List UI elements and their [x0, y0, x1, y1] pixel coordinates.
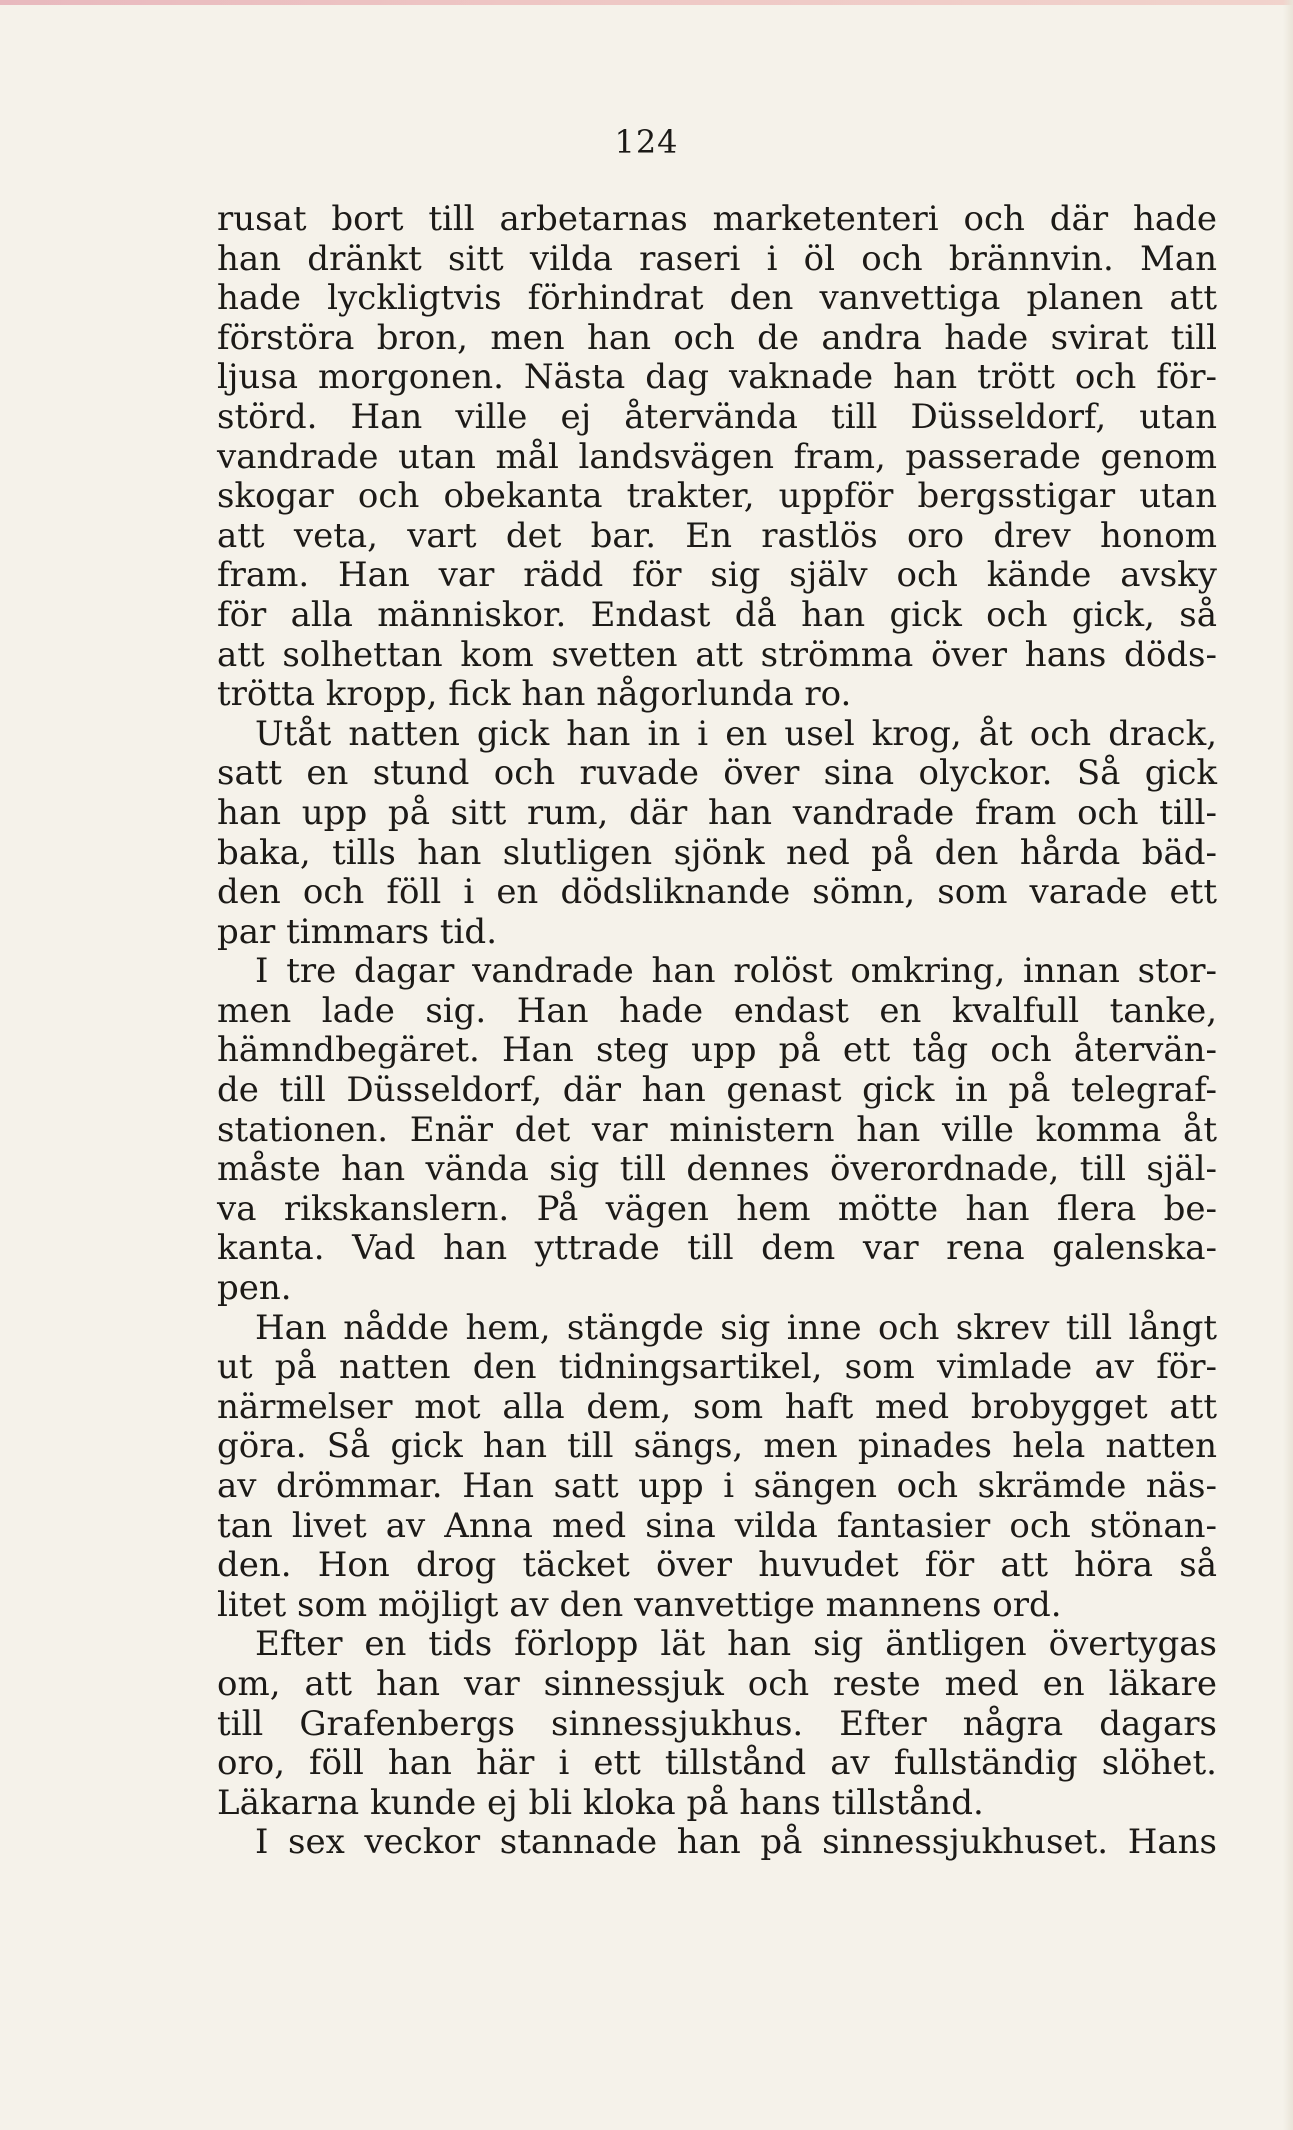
body-text — [217, 200, 1217, 1863]
text-line: göra. Så gick han till sängs, men pinades hela natten — [217, 1426, 1217, 1467]
page-number: 124 — [614, 123, 679, 161]
text-line: vandrade utan mål landsvägen fram, passerade genom — [217, 436, 1217, 477]
page-top-edge — [0, 0, 1293, 5]
text-line: störd. Han ville ej återvända till Düsseldorf, utan — [217, 396, 1217, 437]
text-line: till Grafenbergs sinnessjukhus. Efter några dagars — [217, 1703, 1217, 1744]
paragraph-start-line: I sex veckor stannade han på sinnessjukhuset. Hans — [255, 1822, 1217, 1863]
text-line: den och föll i en dödsliknande sömn, som varade ett — [217, 872, 1217, 913]
text-line: att solhettan kom svetten att strömma över hans döds- — [217, 634, 1217, 675]
text-line: hämndbegäret. Han steg upp på ett tåg och återvän- — [217, 1030, 1217, 1071]
text-line: ut på natten den tidningsartikel, som vimlade av för- — [217, 1347, 1217, 1388]
text-line: kanta. Vad han yttrade till dem var rena galenska- — [217, 1228, 1217, 1269]
text-line: stationen. Enär det var ministern han ville komma åt — [217, 1109, 1217, 1150]
paragraph-end-line: pen. — [217, 1268, 292, 1309]
text-line: oro, föll han här i ett tillstånd av fullständig slöhet. — [217, 1743, 1217, 1784]
text-line: tan livet av Anna med sina vilda fantasier och stönan- — [217, 1505, 1217, 1546]
text-line: måste han vända sig till dennes överordnade, till själ- — [217, 1149, 1217, 1190]
text-line: men lade sig. Han hade endast en kvalfull tanke, — [217, 990, 1217, 1031]
paragraph-start-line: I tre dagar vandrade han rolöst omkring, innan stor- — [255, 951, 1217, 992]
text-line: skogar och obekanta trakter, uppför bergsstigar utan — [217, 476, 1217, 517]
paragraph-start-line: Han nådde hem, stängde sig inne och skrev till långt — [255, 1307, 1217, 1348]
text-line: de till Düsseldorf, där han genast gick in på telegraf- — [217, 1070, 1217, 1111]
paragraph-start-line: Utåt natten gick han in i en usel krog, åt och drack, — [255, 713, 1217, 754]
paragraph-end-line: par timmars tid. — [217, 911, 498, 952]
text-line: baka, tills han slutligen sjönk ned på den hårda bäd- — [217, 832, 1217, 873]
text-line: hade lyckligtvis förhindrat den vanvettiga planen att — [217, 278, 1217, 319]
paragraph-start-line: Efter en tids förlopp lät han sig äntligen övertygas — [255, 1624, 1217, 1665]
text-line: rusat bort till arbetarnas marketenteri och där hade — [217, 199, 1217, 239]
paragraph-end-line: Läkarna kunde ej bli kloka på hans tillstånd. — [217, 1782, 984, 1823]
text-line: han dränkt sitt vilda raseri i öl och brännvin. Man — [217, 238, 1217, 279]
text-line: närmelser mot alla dem, som haft med brobygget att — [217, 1386, 1217, 1427]
text-line: den. Hon drog täcket över huvudet för att höra så — [217, 1545, 1217, 1586]
paragraph-end-line: litet som möjligt av den vanvettige mannens ord. — [217, 1584, 1062, 1625]
text-line: fram. Han var rädd för sig själv och kände avsky — [217, 555, 1217, 596]
text-line: förstöra bron, men han och de andra hade svirat till — [217, 317, 1217, 358]
text-line: för alla människor. Endast då han gick och gick, så — [217, 594, 1217, 635]
text-line: av drömmar. Han satt upp i sängen och skrämde näs- — [217, 1466, 1217, 1506]
text-line: ljusa morgonen. Nästa dag vaknade han trött och för- — [217, 357, 1217, 398]
text-line: satt en stund och ruvade över sina olyckor. Så gick — [217, 753, 1217, 794]
text-line: va rikskanslern. På vägen hem mötte han flera be- — [217, 1188, 1217, 1229]
text-line: om, att han var sinnessjuk och reste med en läkare — [217, 1663, 1217, 1704]
paragraph-end-line: trötta kropp, fick han någorlunda ro. — [217, 674, 852, 715]
text-line: att veta, vart det bar. En rastlös oro drev honom — [217, 515, 1217, 556]
page-right-edge — [1283, 0, 1293, 2130]
text-line: han upp på sitt rum, där han vandrade fram och till- — [217, 792, 1217, 833]
